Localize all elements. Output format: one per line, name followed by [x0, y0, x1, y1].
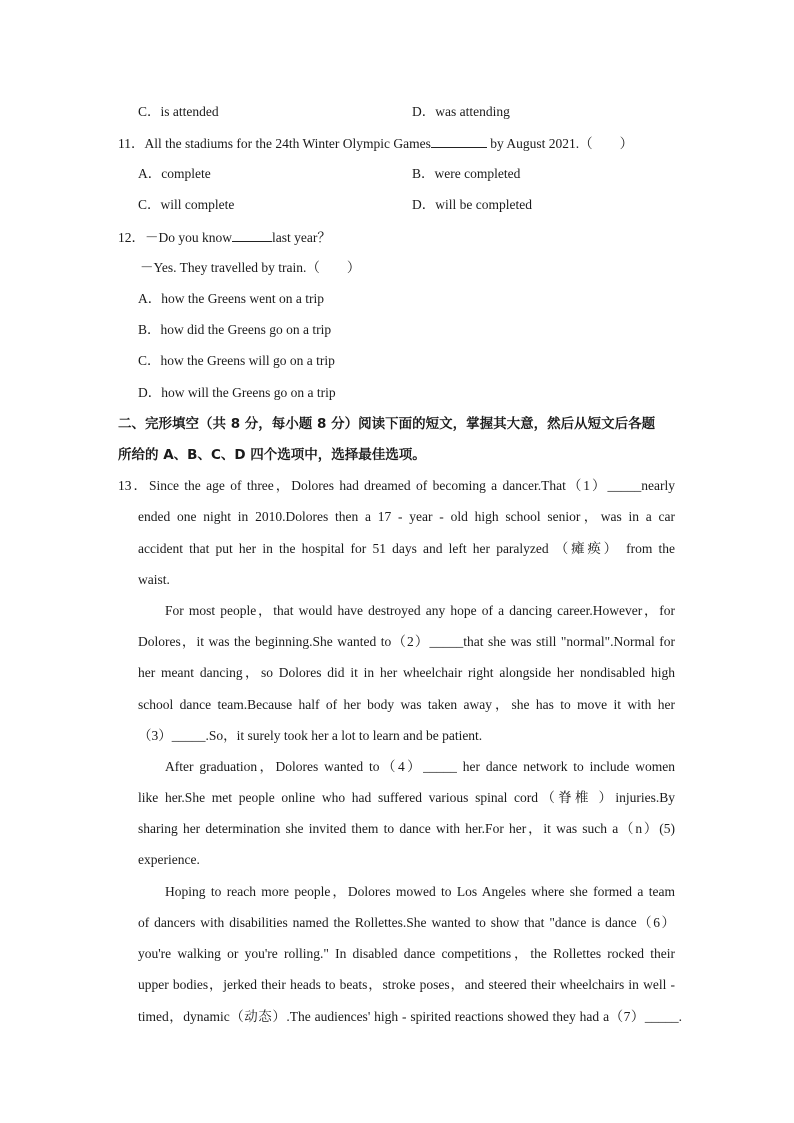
q13-p4-line3: you're walking or you're rolling." In disabled dance competitions，the Rollettes rocked their	[138, 946, 675, 961]
q11-option-c: C．will complete	[138, 197, 235, 212]
q12-option-d: D．how will the Greens go on a trip	[138, 385, 336, 400]
q13-p2-line2: Dolores，it was the beginning.She wanted to（2）_____that she was still "normal".Normal for	[138, 634, 675, 649]
q13-p1-line3: accident that put her in the hospital for 51 days and left her paralyzed （瘫痪） from the	[138, 541, 675, 556]
q13-p3-line3: sharing her determination she invited them to dance with her.For her，it was such a（n）(5)	[138, 821, 675, 836]
q13-p1-line1: 13．Since the age of three，Dolores had dreamed of becoming a dancer.That（1）_____nearly	[118, 478, 675, 493]
q13-p2-line1: For most people，that would have destroyed any hope of a dancing career.However，for	[165, 603, 675, 618]
q12-stem-pre: 12．－Do you know	[118, 230, 232, 245]
q11-stem	[118, 133, 633, 154]
q11-stem-post: by August 2021.（ ）	[486, 136, 634, 151]
q13-p4-line1: Hoping to reach more people，Dolores mowed to Los Angeles where she formed a team	[165, 884, 675, 899]
q11-option-b: B．were completed	[412, 166, 521, 181]
q12-stem	[118, 227, 331, 248]
q13-p1-line4: waist.	[138, 572, 170, 587]
q13-p4-line4: upper bodies，jerked their heads to beats，stroke poses，and steered their wheelchairs in well -	[138, 977, 675, 992]
q11-option-a: A．complete	[138, 166, 211, 181]
q12-option-a: A．how the Greens went on a trip	[138, 291, 324, 306]
q11-option-d: D．will be completed	[412, 197, 532, 212]
q13-p3-line2: like her.She met people online who had suffered various spinal cord（脊椎 ）injuries.By	[138, 790, 675, 805]
q13-p3-line1: After graduation，Dolores wanted to（4）_____ her dance network to include women	[165, 759, 675, 774]
q12-stem-post: last year？	[272, 230, 331, 245]
q13-p4-line2: of dancers with disabilities named the Rollettes.She wanted to show that "dance is dance（6）	[138, 915, 675, 930]
q11-stem-pre: 11．All the stadiums for the 24th Winter Olympic Games	[118, 136, 431, 151]
q11-blank	[431, 133, 487, 148]
q12-reply: －Yes. They travelled by train.（ ）	[140, 260, 361, 275]
q12-option-c: C．how the Greens will go on a trip	[138, 353, 335, 368]
q13-p3-line4: experience.	[138, 852, 200, 867]
q13-p2-line3: her meant dancing，so Dolores did it in her wheelchair right alongside her nondisabled high	[138, 665, 675, 680]
q10-option-c: C．is attended	[138, 104, 219, 119]
q13-p1-line2: ended one night in 2010.Dolores then a 17 - year - old high school senior，was in a car	[138, 509, 675, 524]
q13-p2-line4: school dance team.Because half of her body was taken away，she has to move it with her	[138, 697, 675, 712]
section2-heading-line2: 所给的 A、B、C、D 四个选项中，选择最佳选项。	[118, 447, 426, 463]
q13-p2-line5: （3）_____.So，it surely took her a lot to learn and be patient.	[138, 728, 483, 743]
section2-heading-line1: 二、完形填空（共 8 分，每小题 8 分）阅读下面的短文，掌握其大意，然后从短文后各题	[118, 416, 656, 432]
q12-blank	[232, 227, 272, 242]
q13-p4-line5: timed，dynamic（动态）.The audiences' high - spirited reactions showed they had a（7）_____.	[138, 1009, 682, 1024]
q10-option-d: D．was attending	[412, 104, 510, 119]
q12-option-b: B．how did the Greens go on a trip	[138, 322, 332, 337]
